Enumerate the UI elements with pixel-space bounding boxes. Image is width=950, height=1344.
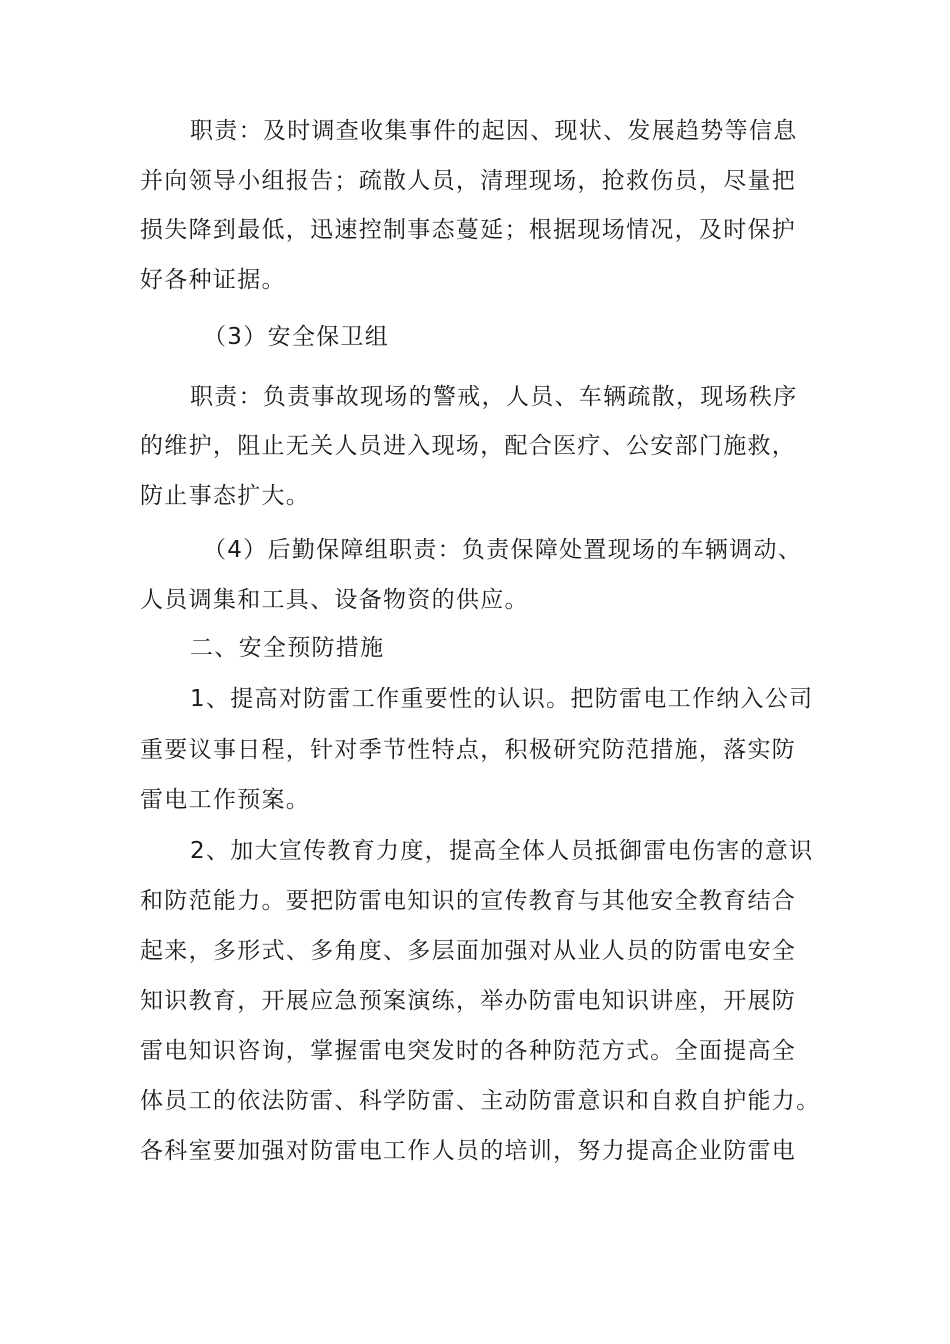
paragraph-line: 知识教育，开展应急预案演练，举办防雷电知识讲座，开展防 xyxy=(140,988,797,1014)
paragraph-line: 1、提高对防雷工作重要性的认识。把防雷电工作纳入公司 xyxy=(190,686,814,712)
paragraph-line: 并向领导小组报告；疏散人员，清理现场，抢救伤员，尽量把 xyxy=(140,168,797,194)
paragraph-line: 防止事态扩大。 xyxy=(140,483,311,509)
paragraph-line: 的维护，阻止无关人员进入现场，配合医疗、公安部门施救， xyxy=(140,433,797,459)
paragraph-line: 雷电知识咨询，掌握雷电突发时的各种防范方式。全面提高全 xyxy=(140,1038,797,1064)
paragraph-line: 和防范能力。要把防雷电知识的宣传教育与其他安全教育结合 xyxy=(140,888,797,914)
section-heading: （3）安全保卫组 xyxy=(203,324,390,350)
section-heading: 二、安全预防措施 xyxy=(190,635,385,661)
paragraph-line: 职责：及时调查收集事件的起因、现状、发展趋势等信息 xyxy=(190,118,798,144)
paragraph-line: 职责：负责事故现场的警戒，人员、车辆疏散，现场秩序 xyxy=(190,384,798,410)
paragraph-line: 2、加大宣传教育力度，提高全体人员抵御雷电伤害的意识 xyxy=(190,838,814,864)
paragraph-line: 重要议事日程，针对季节性特点，积极研究防范措施，落实防 xyxy=(140,737,797,763)
paragraph-line: （4）后勤保障组职责：负责保障处置现场的车辆调动、 xyxy=(203,537,803,563)
paragraph-line: 起来，多形式、多角度、多层面加强对从业人员的防雷电安全 xyxy=(140,938,797,964)
paragraph-line: 雷电工作预案。 xyxy=(140,787,311,813)
paragraph-line: 体员工的依法防雷、科学防雷、主动防雷意识和自救自护能力。 xyxy=(140,1088,821,1114)
paragraph-line: 好各种证据。 xyxy=(140,267,286,293)
paragraph-line: 损失降到最低，迅速控制事态蔓延；根据现场情况，及时保护 xyxy=(140,217,797,243)
paragraph-line: 各科室要加强对防雷电工作人员的培训，努力提高企业防雷电 xyxy=(140,1138,797,1164)
paragraph-line: 人员调集和工具、设备物资的供应。 xyxy=(140,587,529,613)
